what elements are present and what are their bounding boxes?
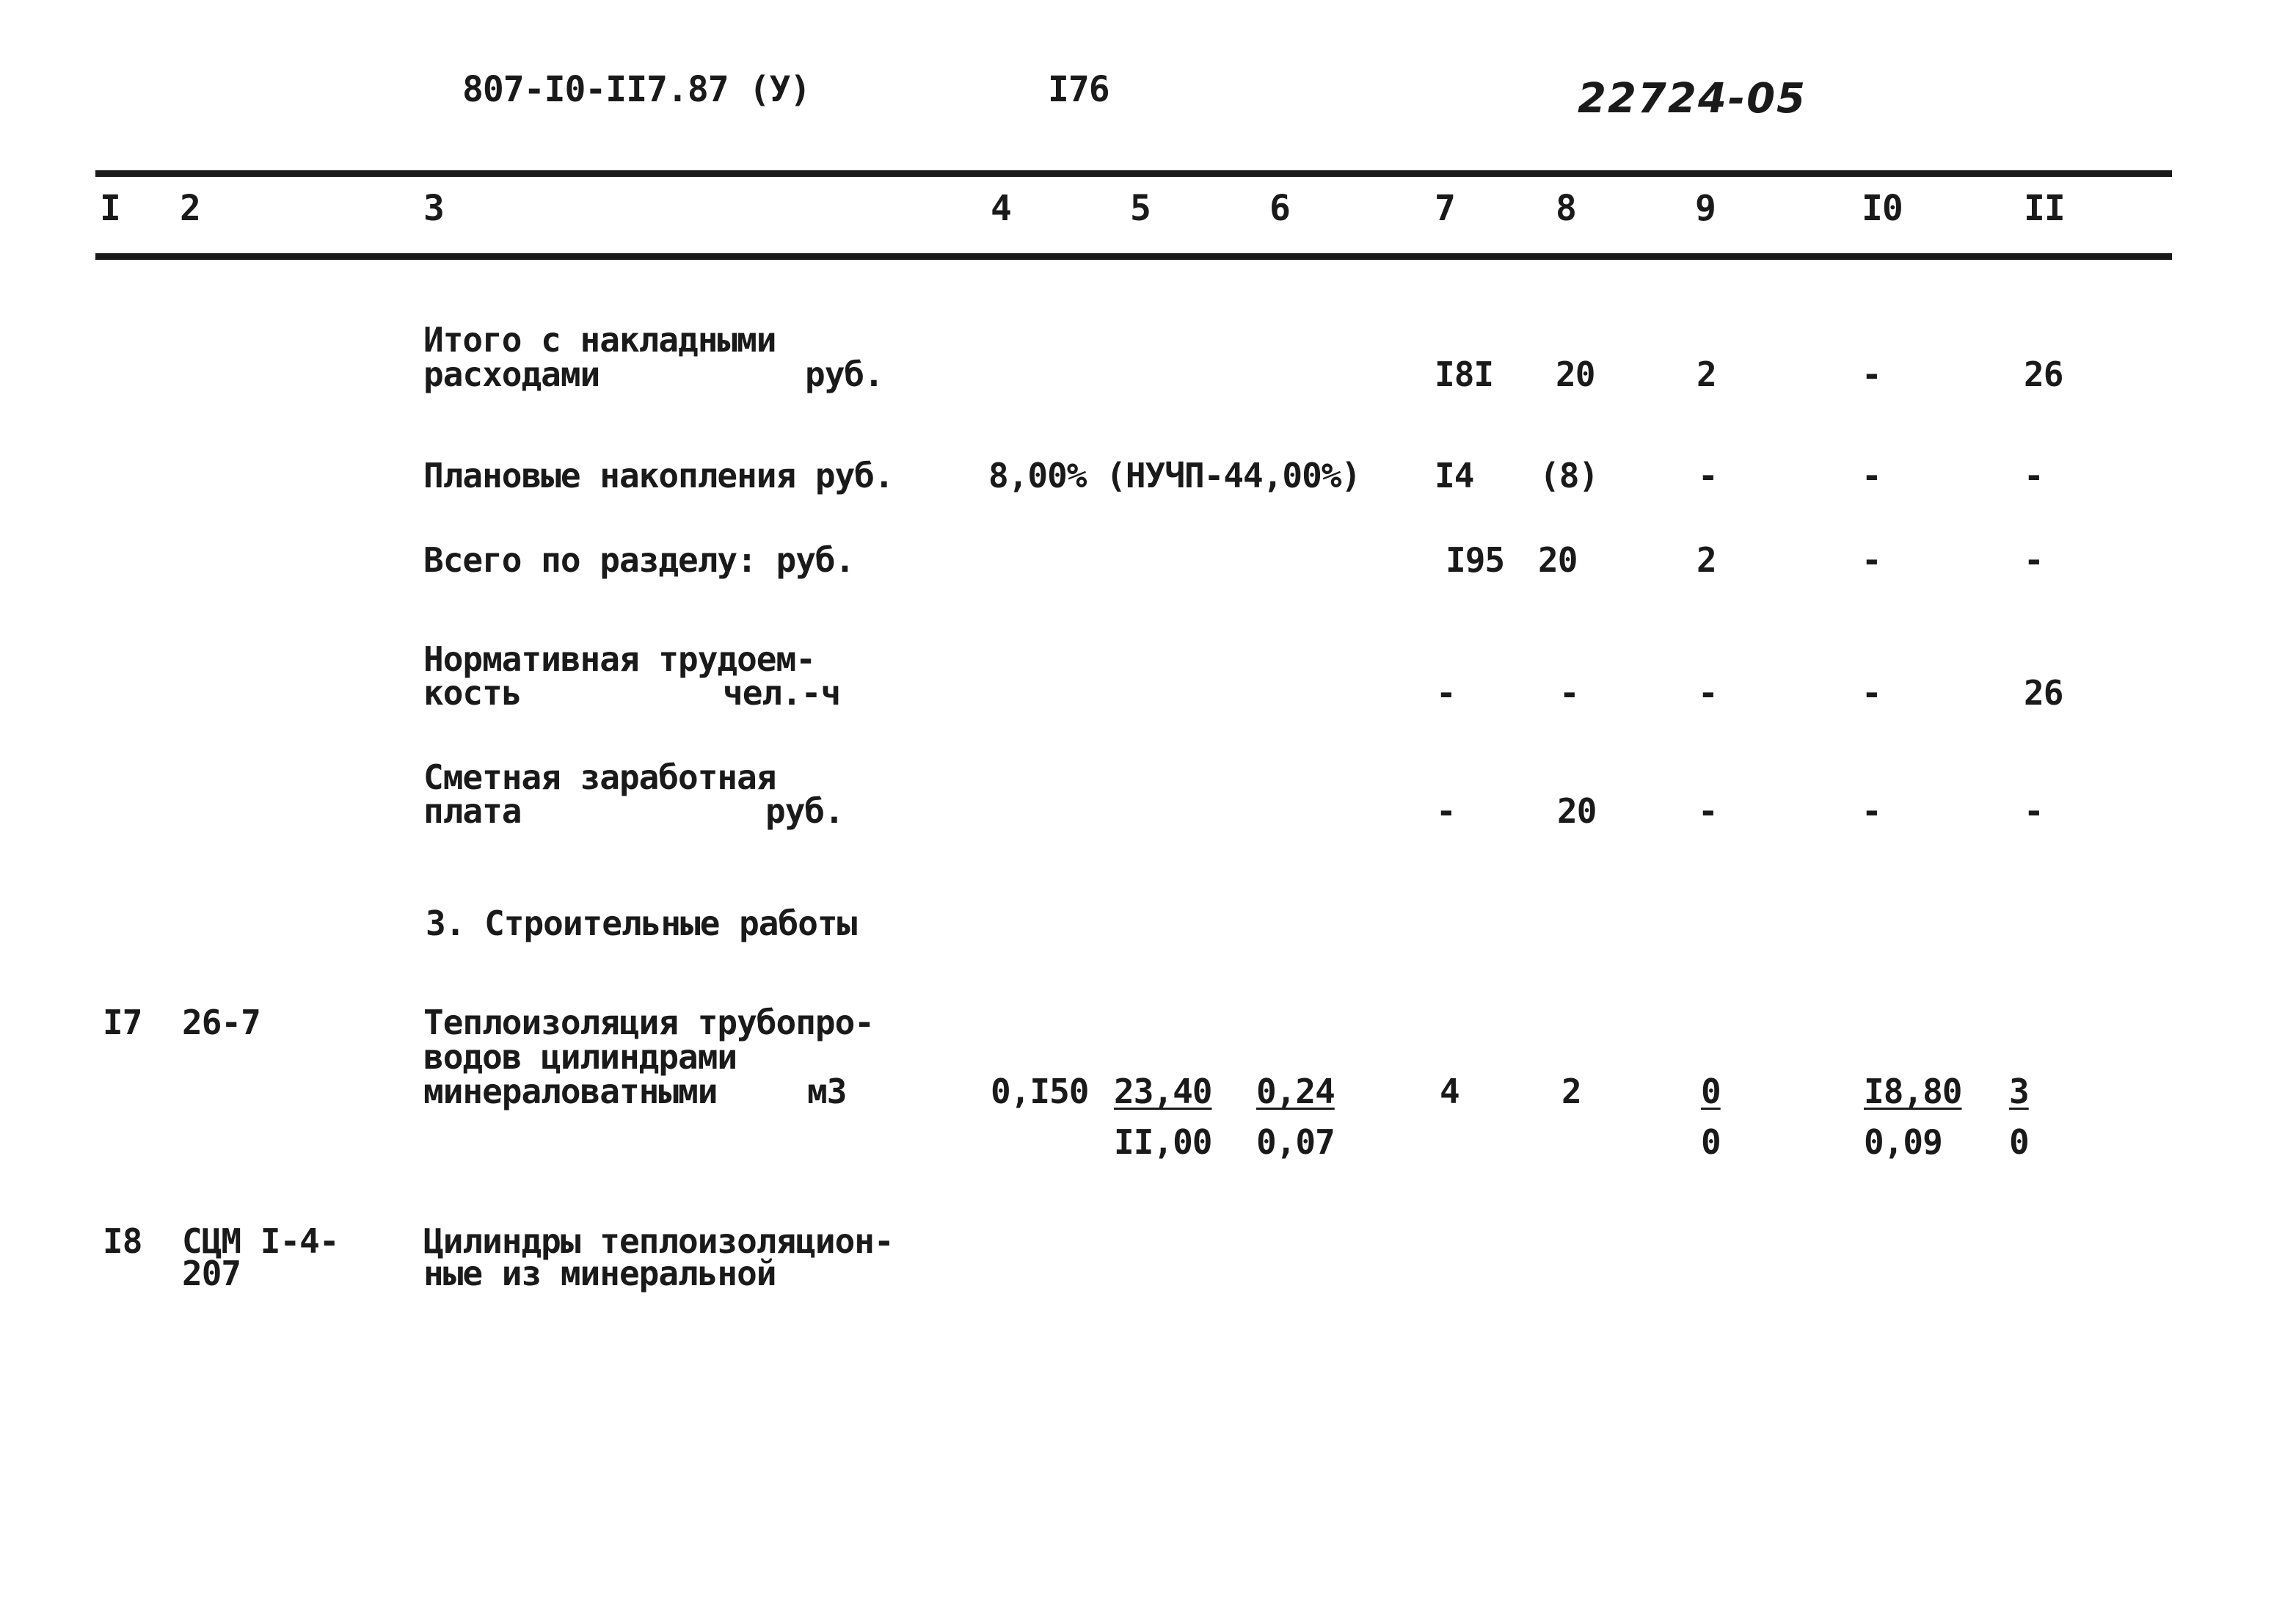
overhead-col11: 26 <box>2024 355 2063 394</box>
section-total-label: Всего по разделу: руб. <box>423 540 855 580</box>
labor-unit: чел.-ч <box>723 673 841 713</box>
labor-col7: - <box>1436 673 1456 713</box>
item18-number: I8 <box>103 1221 142 1261</box>
item17-col6-top: 0,24 <box>1256 1072 1335 1111</box>
col-header-3: 3 <box>423 188 444 229</box>
overhead-col8: 20 <box>1556 355 1595 394</box>
col-header-6: 6 <box>1269 188 1290 229</box>
planned-col7: I4 <box>1435 456 1474 495</box>
overhead-label-line2: расходами <box>423 355 600 394</box>
section-total-col7: I95 <box>1446 540 1505 580</box>
overhead-col10: - <box>1862 355 1881 394</box>
item18-code-line2: 207 <box>182 1254 241 1293</box>
overhead-unit: руб. <box>805 355 883 394</box>
labor-col10: - <box>1862 673 1881 713</box>
item17-desc-line2: водов цилиндрами <box>423 1037 737 1077</box>
col-header-1: I <box>100 188 120 229</box>
wages-label-line2: плата <box>423 791 522 831</box>
item17-col7: 4 <box>1440 1072 1459 1111</box>
item17-col11-bottom: 0 <box>2009 1122 2029 1162</box>
labor-label-line1: Нормативная трудоем- <box>423 639 815 679</box>
page-number: I76 <box>1048 69 1109 110</box>
item17-col8: 2 <box>1561 1072 1581 1111</box>
col-header-4: 4 <box>991 188 1011 229</box>
section-total-col11: - <box>2024 540 2044 580</box>
overhead-label-line1: Итого с накладными <box>423 320 776 360</box>
wages-label-line1: Сметная заработная <box>423 757 776 797</box>
planned-col9: - <box>1698 456 1718 495</box>
section-total-col8: 20 <box>1538 540 1578 580</box>
planned-label: Плановые накопления руб. <box>423 456 894 495</box>
col-header-2: 2 <box>180 188 200 229</box>
col-header-11: II <box>2024 188 2065 229</box>
item17-col10-bottom: 0,09 <box>1864 1122 1942 1162</box>
col-header-10: I0 <box>1862 188 1903 229</box>
col-header-5: 5 <box>1130 188 1151 229</box>
wages-col10: - <box>1862 791 1881 831</box>
labor-col8: - <box>1559 673 1579 713</box>
wages-col11: - <box>2024 791 2044 831</box>
overhead-col7: I8I <box>1435 355 1494 394</box>
item17-col11-top: 3 <box>2009 1072 2029 1111</box>
labor-col9: - <box>1698 673 1718 713</box>
table-top-rule <box>95 170 2172 177</box>
item17-col9-bottom: 0 <box>1701 1122 1721 1162</box>
item17-col10-top: I8,80 <box>1864 1072 1962 1111</box>
item18-code-line1: СЦМ I-4- <box>182 1221 339 1261</box>
doc-code: 807-I0-II7.87 (У) <box>462 69 811 110</box>
item18-desc-line1: Цилиндры теплоизоляцион- <box>423 1221 894 1261</box>
section-total-col9: 2 <box>1697 540 1716 580</box>
labor-col11: 26 <box>2024 673 2063 713</box>
wages-unit: руб. <box>765 791 844 831</box>
wages-col9: - <box>1698 791 1718 831</box>
labor-label-line2: кость <box>423 673 522 713</box>
wages-col8: 20 <box>1557 791 1597 831</box>
handwritten-code: 22724-05 <box>1578 75 1807 123</box>
section-title: 3. Строительные работы <box>426 904 857 943</box>
planned-col11: - <box>2024 456 2044 495</box>
col-header-7: 7 <box>1435 188 1455 229</box>
planned-col8: (8) <box>1539 456 1599 495</box>
item17-desc-line1: Теплоизоляция трубопро- <box>423 1003 874 1042</box>
col-header-8: 8 <box>1556 188 1576 229</box>
planned-note: 8,00% (НУЧП-44,00%) <box>988 456 1361 495</box>
item17-col5-bottom: II,00 <box>1114 1122 1212 1162</box>
item17-col6-bottom: 0,07 <box>1256 1122 1335 1162</box>
overhead-col9: 2 <box>1697 355 1716 394</box>
item17-desc-line3: минераловатными <box>423 1072 718 1111</box>
wages-col7: - <box>1436 791 1456 831</box>
table-header-rule <box>95 253 2172 260</box>
item17-code: 26-7 <box>182 1003 260 1042</box>
item17-unit: м3 <box>807 1072 847 1111</box>
item17-col9-top: 0 <box>1701 1072 1721 1111</box>
item17-col5-top: 23,40 <box>1114 1072 1212 1111</box>
item18-desc-line2: ные из минеральной <box>423 1254 776 1293</box>
item17-col4: 0,I50 <box>991 1072 1089 1111</box>
col-header-9: 9 <box>1695 188 1716 229</box>
section-total-col10: - <box>1862 540 1881 580</box>
planned-col10: - <box>1862 456 1881 495</box>
item17-number: I7 <box>103 1003 142 1042</box>
